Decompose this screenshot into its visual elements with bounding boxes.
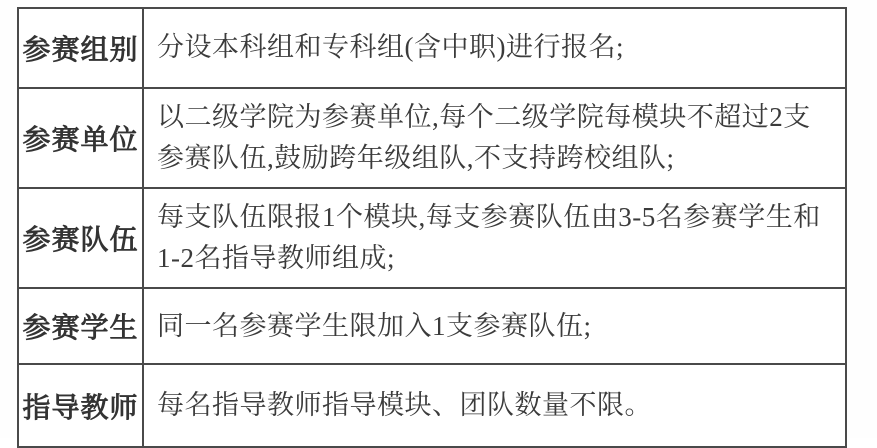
- row-label: 指导教师: [19, 365, 144, 446]
- table-row: [19, 9, 845, 89]
- competition-rules-table: [17, 7, 847, 448]
- table-row: [19, 365, 845, 446]
- row-label: 参赛组别: [19, 9, 144, 87]
- row-label: 参赛队伍: [19, 189, 144, 287]
- row-label: 参赛单位: [19, 89, 144, 187]
- row-content: 分设本科组和专科组(含中职)进行报名;: [157, 32, 624, 63]
- row-label: 参赛学生: [19, 289, 144, 363]
- table-row: [19, 89, 845, 189]
- table-row: [19, 289, 845, 365]
- row-content: 同一名参赛学生限加入1支参赛队伍;: [157, 310, 592, 341]
- row-content: 以二级学院为参赛单位,每个二级学院每模块不超过2支参赛队伍,鼓励跨年级组队,不支持跨校组队;: [157, 102, 811, 174]
- row-content: 每名指导教师指导模块、团队数量不限。: [157, 390, 652, 421]
- row-content: 每支队伍限报1个模块,每支参赛队伍由3-5名参赛学生和1-2名指导教师组成;: [157, 202, 821, 274]
- table-row: [19, 189, 845, 289]
